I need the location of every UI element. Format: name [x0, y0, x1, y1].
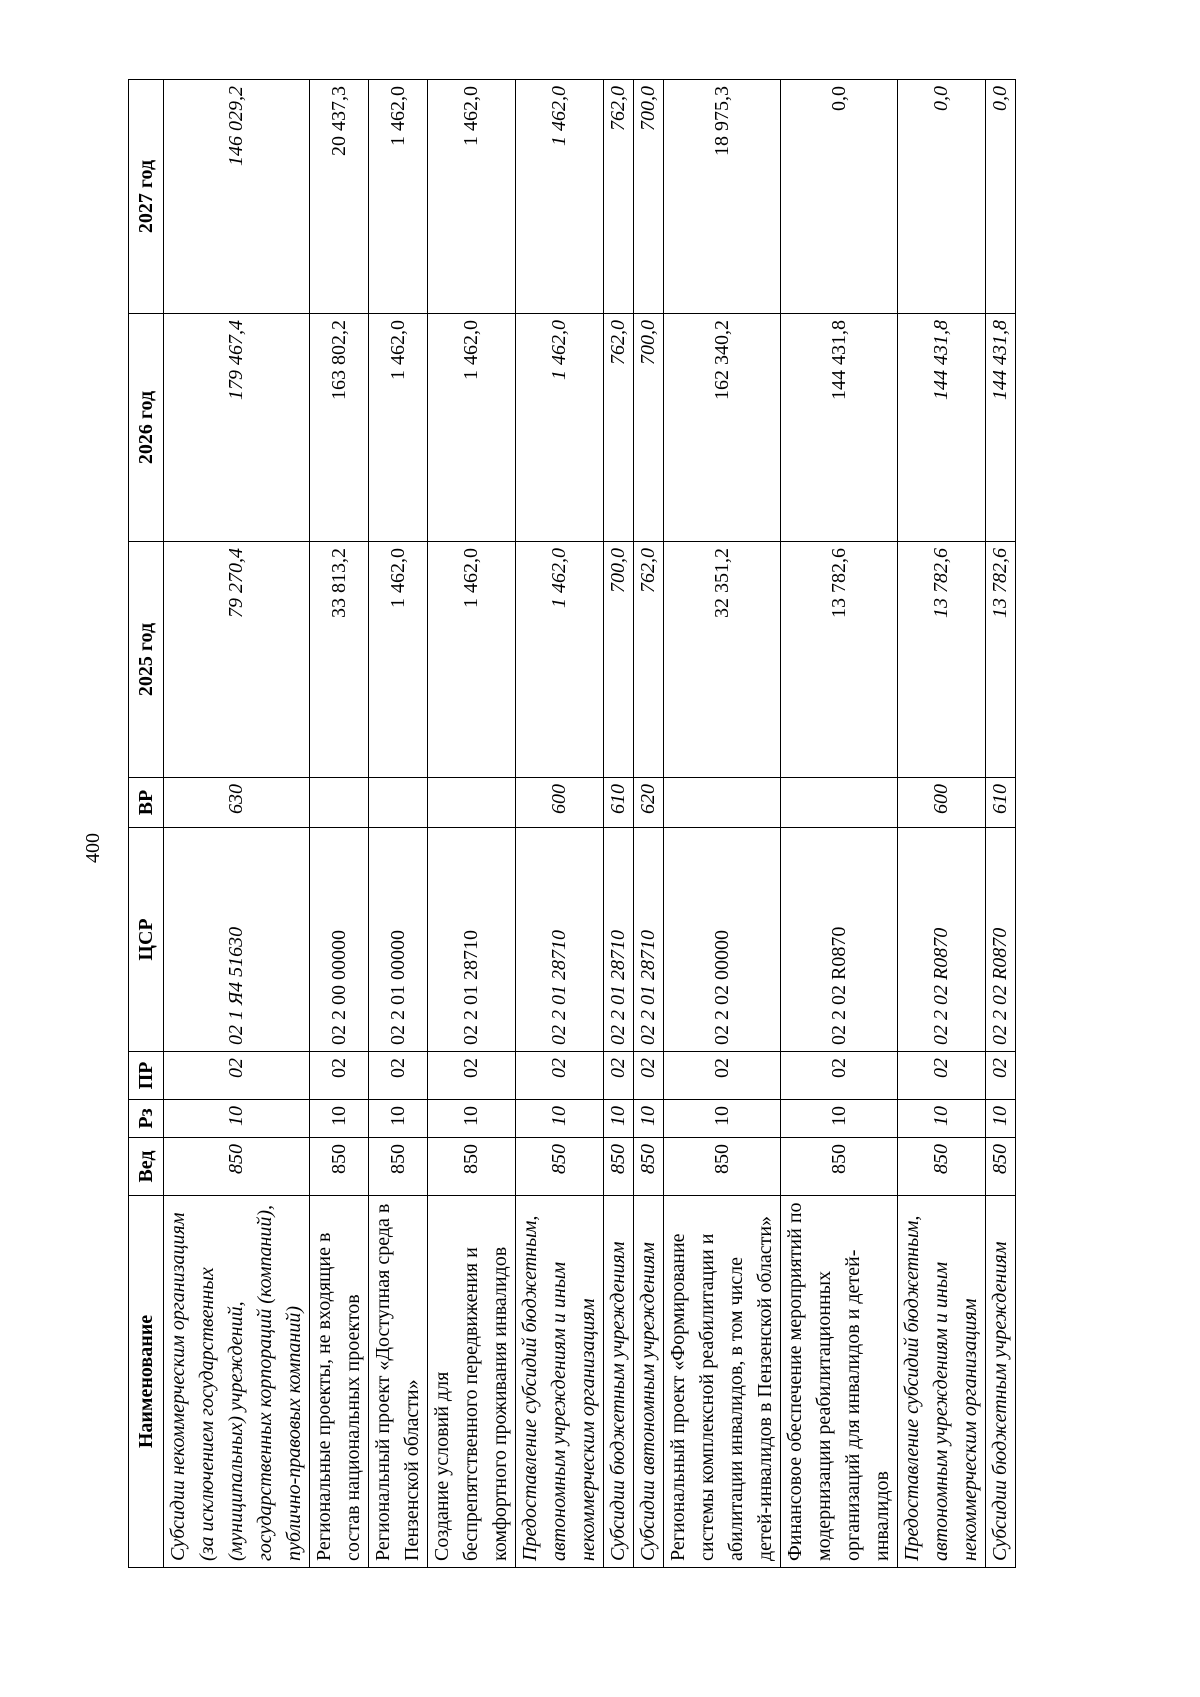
cell-csr: 02 2 00 00000	[310, 828, 369, 1052]
cell-pr: 02	[604, 1052, 634, 1100]
cell-pr: 02	[898, 1052, 986, 1100]
cell-2026: 1 462,0	[428, 314, 516, 542]
cell-ved: 850	[664, 1138, 781, 1196]
cell-ved: 850	[369, 1138, 428, 1196]
cell-2025: 13 782,6	[898, 542, 986, 778]
cell-2025: 700,0	[604, 542, 634, 778]
cell-pr: 02	[369, 1052, 428, 1100]
cell-vr	[664, 778, 781, 828]
cell-2025: 33 813,2	[310, 542, 369, 778]
cell-pr: 02	[164, 1052, 310, 1100]
cell-name: Региональный проект «Формирование системы комплексной реабилитации и абилитации инвалидов, в том числе детей-инвалидов в Пензенской области»	[664, 1196, 781, 1568]
cell-2027: 0,0	[781, 80, 898, 314]
cell-ved: 850	[310, 1138, 369, 1196]
cell-vr	[781, 778, 898, 828]
cell-pr: 02	[781, 1052, 898, 1100]
cell-name: Субсидии некоммерческим организациям (за исключением государственных (муниципальных) учреждений, государственных корпораций (компаний), публично-правовых компаний)	[164, 1196, 310, 1568]
table-row	[310, 80, 369, 1568]
cell-2026: 179 467,4	[164, 314, 310, 542]
cell-ved: 850	[781, 1138, 898, 1196]
cell-2025: 762,0	[634, 542, 664, 778]
header-rz: Рз	[129, 1100, 164, 1138]
cell-2025: 1 462,0	[369, 542, 428, 778]
header-2027: 2027 год	[129, 80, 164, 314]
cell-ved: 850	[604, 1138, 634, 1196]
cell-vr: 620	[634, 778, 664, 828]
cell-rz: 10	[604, 1100, 634, 1138]
cell-2027: 0,0	[986, 80, 1016, 314]
cell-2027: 762,0	[604, 80, 634, 314]
header-vr: ВР	[129, 778, 164, 828]
header-pr: ПР	[129, 1052, 164, 1100]
cell-2026: 1 462,0	[516, 314, 604, 542]
cell-rz: 10	[428, 1100, 516, 1138]
budget-table-rotated	[128, 80, 1011, 1568]
cell-2025: 1 462,0	[516, 542, 604, 778]
cell-2026: 1 462,0	[369, 314, 428, 542]
cell-vr	[369, 778, 428, 828]
header-csr: ЦСР	[129, 828, 164, 1052]
cell-rz: 10	[164, 1100, 310, 1138]
budget-table	[128, 79, 1016, 1568]
cell-pr: 02	[516, 1052, 604, 1100]
cell-csr: 02 2 01 28710	[634, 828, 664, 1052]
table-row	[898, 80, 986, 1568]
cell-pr: 02	[428, 1052, 516, 1100]
header-row	[129, 80, 164, 1568]
header-2025: 2025 год	[129, 542, 164, 778]
cell-pr: 02	[986, 1052, 1016, 1100]
cell-2027: 20 437,3	[310, 80, 369, 314]
table-row	[428, 80, 516, 1568]
cell-ved: 850	[164, 1138, 310, 1196]
cell-name: Субсидии автономным учреждениям	[634, 1196, 664, 1568]
cell-2026: 700,0	[634, 314, 664, 542]
cell-2026: 144 431,8	[781, 314, 898, 542]
cell-name: Предоставление субсидий бюджетным, автономным учреждениям и иным некоммерческим организациям	[898, 1196, 986, 1568]
cell-ved: 850	[986, 1138, 1016, 1196]
cell-2027: 700,0	[634, 80, 664, 314]
cell-vr	[428, 778, 516, 828]
cell-csr: 02 2 02 R0870	[986, 828, 1016, 1052]
cell-2025: 13 782,6	[781, 542, 898, 778]
cell-pr: 02	[664, 1052, 781, 1100]
table-row	[516, 80, 604, 1568]
cell-name: Создание условий для беспрепятственного передвижения и комфортного проживания инвалидов	[428, 1196, 516, 1568]
cell-2027: 1 462,0	[516, 80, 604, 314]
cell-pr: 02	[310, 1052, 369, 1100]
cell-name: Региональный проект «Доступная среда в Пензенской области»	[369, 1196, 428, 1568]
cell-2027: 1 462,0	[428, 80, 516, 314]
cell-rz: 10	[898, 1100, 986, 1138]
cell-vr: 610	[604, 778, 634, 828]
cell-vr: 600	[516, 778, 604, 828]
cell-pr: 02	[634, 1052, 664, 1100]
cell-csr: 02 2 02 R0870	[781, 828, 898, 1052]
table-row	[604, 80, 634, 1568]
cell-name: Субсидии бюджетным учреждениям	[604, 1196, 634, 1568]
cell-csr: 02 2 01 28710	[516, 828, 604, 1052]
cell-vr: 600	[898, 778, 986, 828]
cell-2027: 1 462,0	[369, 80, 428, 314]
cell-name: Региональные проекты, не входящие в состав национальных проектов	[310, 1196, 369, 1568]
cell-csr: 02 2 02 00000	[664, 828, 781, 1052]
cell-ved: 850	[428, 1138, 516, 1196]
table-row	[634, 80, 664, 1568]
table-row	[986, 80, 1016, 1568]
cell-2026: 163 802,2	[310, 314, 369, 542]
cell-2025: 32 351,2	[664, 542, 781, 778]
cell-rz: 10	[634, 1100, 664, 1138]
cell-2025: 1 462,0	[428, 542, 516, 778]
cell-name: Финансовое обеспечение мероприятий по модернизации реабилитационных организаций для инвалидов и детей-инвалидов	[781, 1196, 898, 1568]
cell-rz: 10	[986, 1100, 1016, 1138]
cell-2025: 13 782,6	[986, 542, 1016, 778]
table-row	[664, 80, 781, 1568]
cell-rz: 10	[310, 1100, 369, 1138]
cell-2026: 144 431,8	[986, 314, 1016, 542]
cell-ved: 850	[898, 1138, 986, 1196]
cell-csr: 02 2 02 R0870	[898, 828, 986, 1052]
cell-2027: 18 975,3	[664, 80, 781, 314]
cell-2027: 0,0	[898, 80, 986, 314]
cell-2027: 146 029,2	[164, 80, 310, 314]
cell-rz: 10	[664, 1100, 781, 1138]
header-2026: 2026 год	[129, 314, 164, 542]
cell-name: Предоставление субсидий бюджетным, автономным учреждениям и иным некоммерческим организациям	[516, 1196, 604, 1568]
cell-vr: 610	[986, 778, 1016, 828]
cell-vr: 630	[164, 778, 310, 828]
cell-2026: 762,0	[604, 314, 634, 542]
cell-name: Субсидии бюджетным учреждениям	[986, 1196, 1016, 1568]
cell-rz: 10	[516, 1100, 604, 1138]
cell-2026: 144 431,8	[898, 314, 986, 542]
cell-rz: 10	[781, 1100, 898, 1138]
cell-2025: 79 270,4	[164, 542, 310, 778]
cell-2026: 162 340,2	[664, 314, 781, 542]
cell-rz: 10	[369, 1100, 428, 1138]
cell-csr: 02 2 01 28710	[604, 828, 634, 1052]
cell-csr: 02 1 Я4 51630	[164, 828, 310, 1052]
table-row	[369, 80, 428, 1568]
cell-ved: 850	[634, 1138, 664, 1196]
header-ved: Вед	[129, 1138, 164, 1196]
header-name: Наименование	[129, 1196, 164, 1568]
cell-vr	[310, 778, 369, 828]
table-row	[164, 80, 310, 1568]
cell-csr: 02 2 01 00000	[369, 828, 428, 1052]
page-number: 400	[82, 833, 104, 863]
cell-csr: 02 2 01 28710	[428, 828, 516, 1052]
cell-ved: 850	[516, 1138, 604, 1196]
table-row	[781, 80, 898, 1568]
